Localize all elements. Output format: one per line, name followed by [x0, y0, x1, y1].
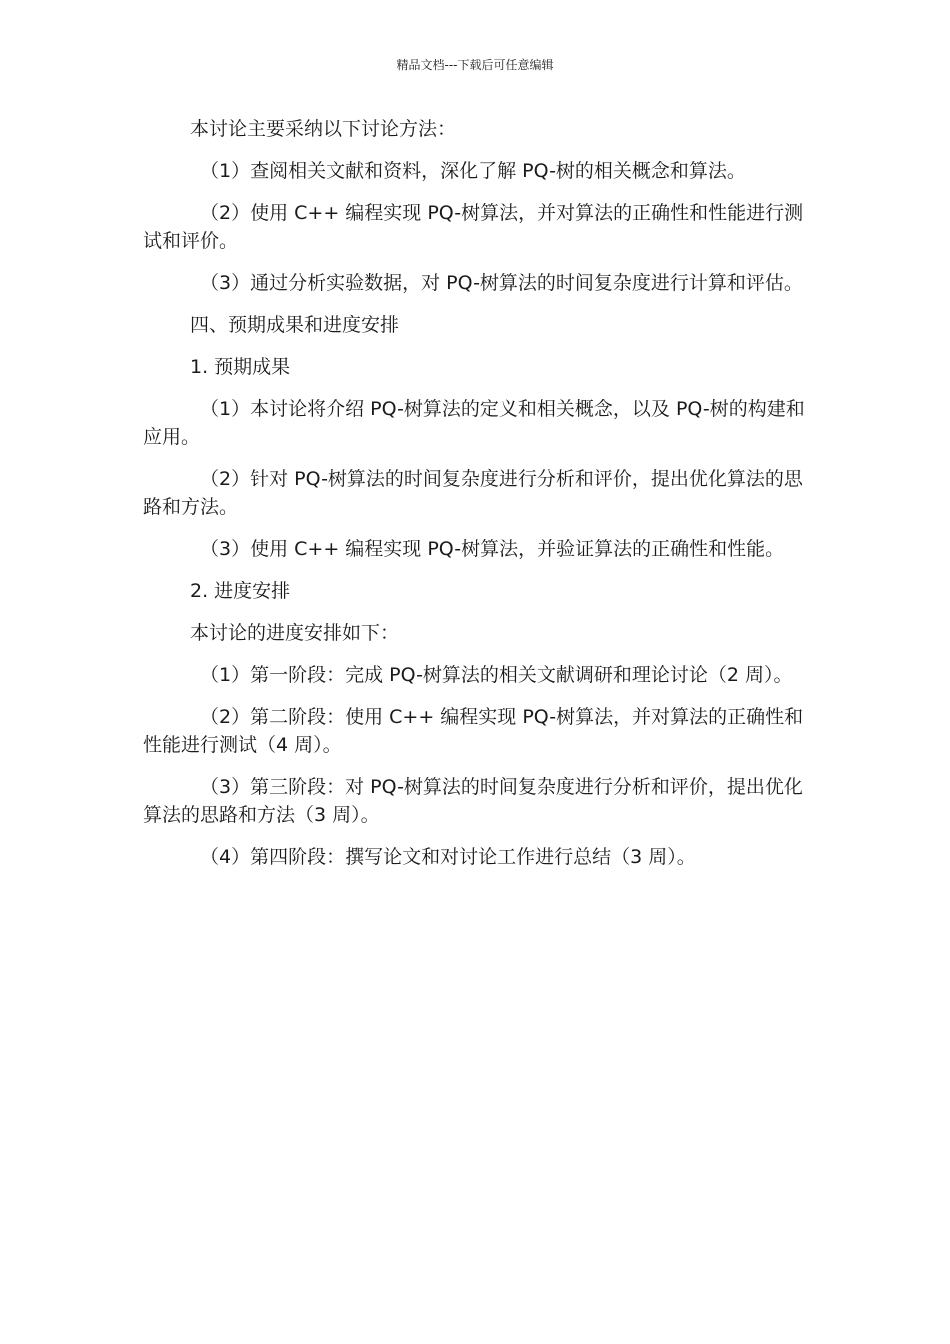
paragraph-method-1: （1）查阅相关文献和资料，深化了解 PQ-树的相关概念和算法。 — [200, 160, 746, 182]
paragraph-stage-1: （1）第一阶段：完成 PQ-树算法的相关文献调研和理论讨论（2 周）。 — [200, 664, 793, 686]
paragraph-methods-intro: 本讨论主要采纳以下讨论方法： — [190, 118, 457, 140]
page-header: 精品文档---下载后可任意编辑 — [396, 58, 554, 72]
paragraph-method-2: （2）使用 C++ 编程实现 PQ-树算法，并对算法的正确性和性能进行测试和评价。 — [143, 202, 804, 252]
paragraph-stage-4: （4）第四阶段：撰写论文和对讨论工作进行总结（3 周）。 — [200, 846, 696, 868]
document-body — [143, 115, 813, 885]
paragraph-outcome-1: （1）本讨论将介绍 PQ-树算法的定义和相关概念，以及 PQ-树的构建和应用。 — [143, 398, 805, 448]
section-heading-outcomes-schedule: 四、预期成果和进度安排 — [190, 314, 400, 336]
paragraph-stage-2: （2）第二阶段：使用 C++ 编程实现 PQ-树算法，并对算法的正确性和性能进行测试（4 周）。 — [143, 706, 804, 756]
subheading-expected-outcomes: 1. 预期成果 — [190, 356, 291, 378]
paragraph-stage-3: （3）第三阶段：对 PQ-树算法的时间复杂度进行分析和评价，提出优化算法的思路和方法（3 周）。 — [143, 776, 803, 826]
paragraph-outcome-2: （2）针对 PQ-树算法的时间复杂度进行分析和评价，提出优化算法的思路和方法。 — [143, 468, 803, 518]
subheading-schedule: 2. 进度安排 — [190, 580, 291, 602]
paragraph-schedule-intro: 本讨论的进度安排如下： — [190, 622, 400, 644]
paragraph-method-3: （3）通过分析实验数据，对 PQ-树算法的时间复杂度进行计算和评估。 — [200, 272, 803, 294]
paragraph-outcome-3: （3）使用 C++ 编程实现 PQ-树算法，并验证算法的正确性和性能。 — [200, 538, 785, 560]
